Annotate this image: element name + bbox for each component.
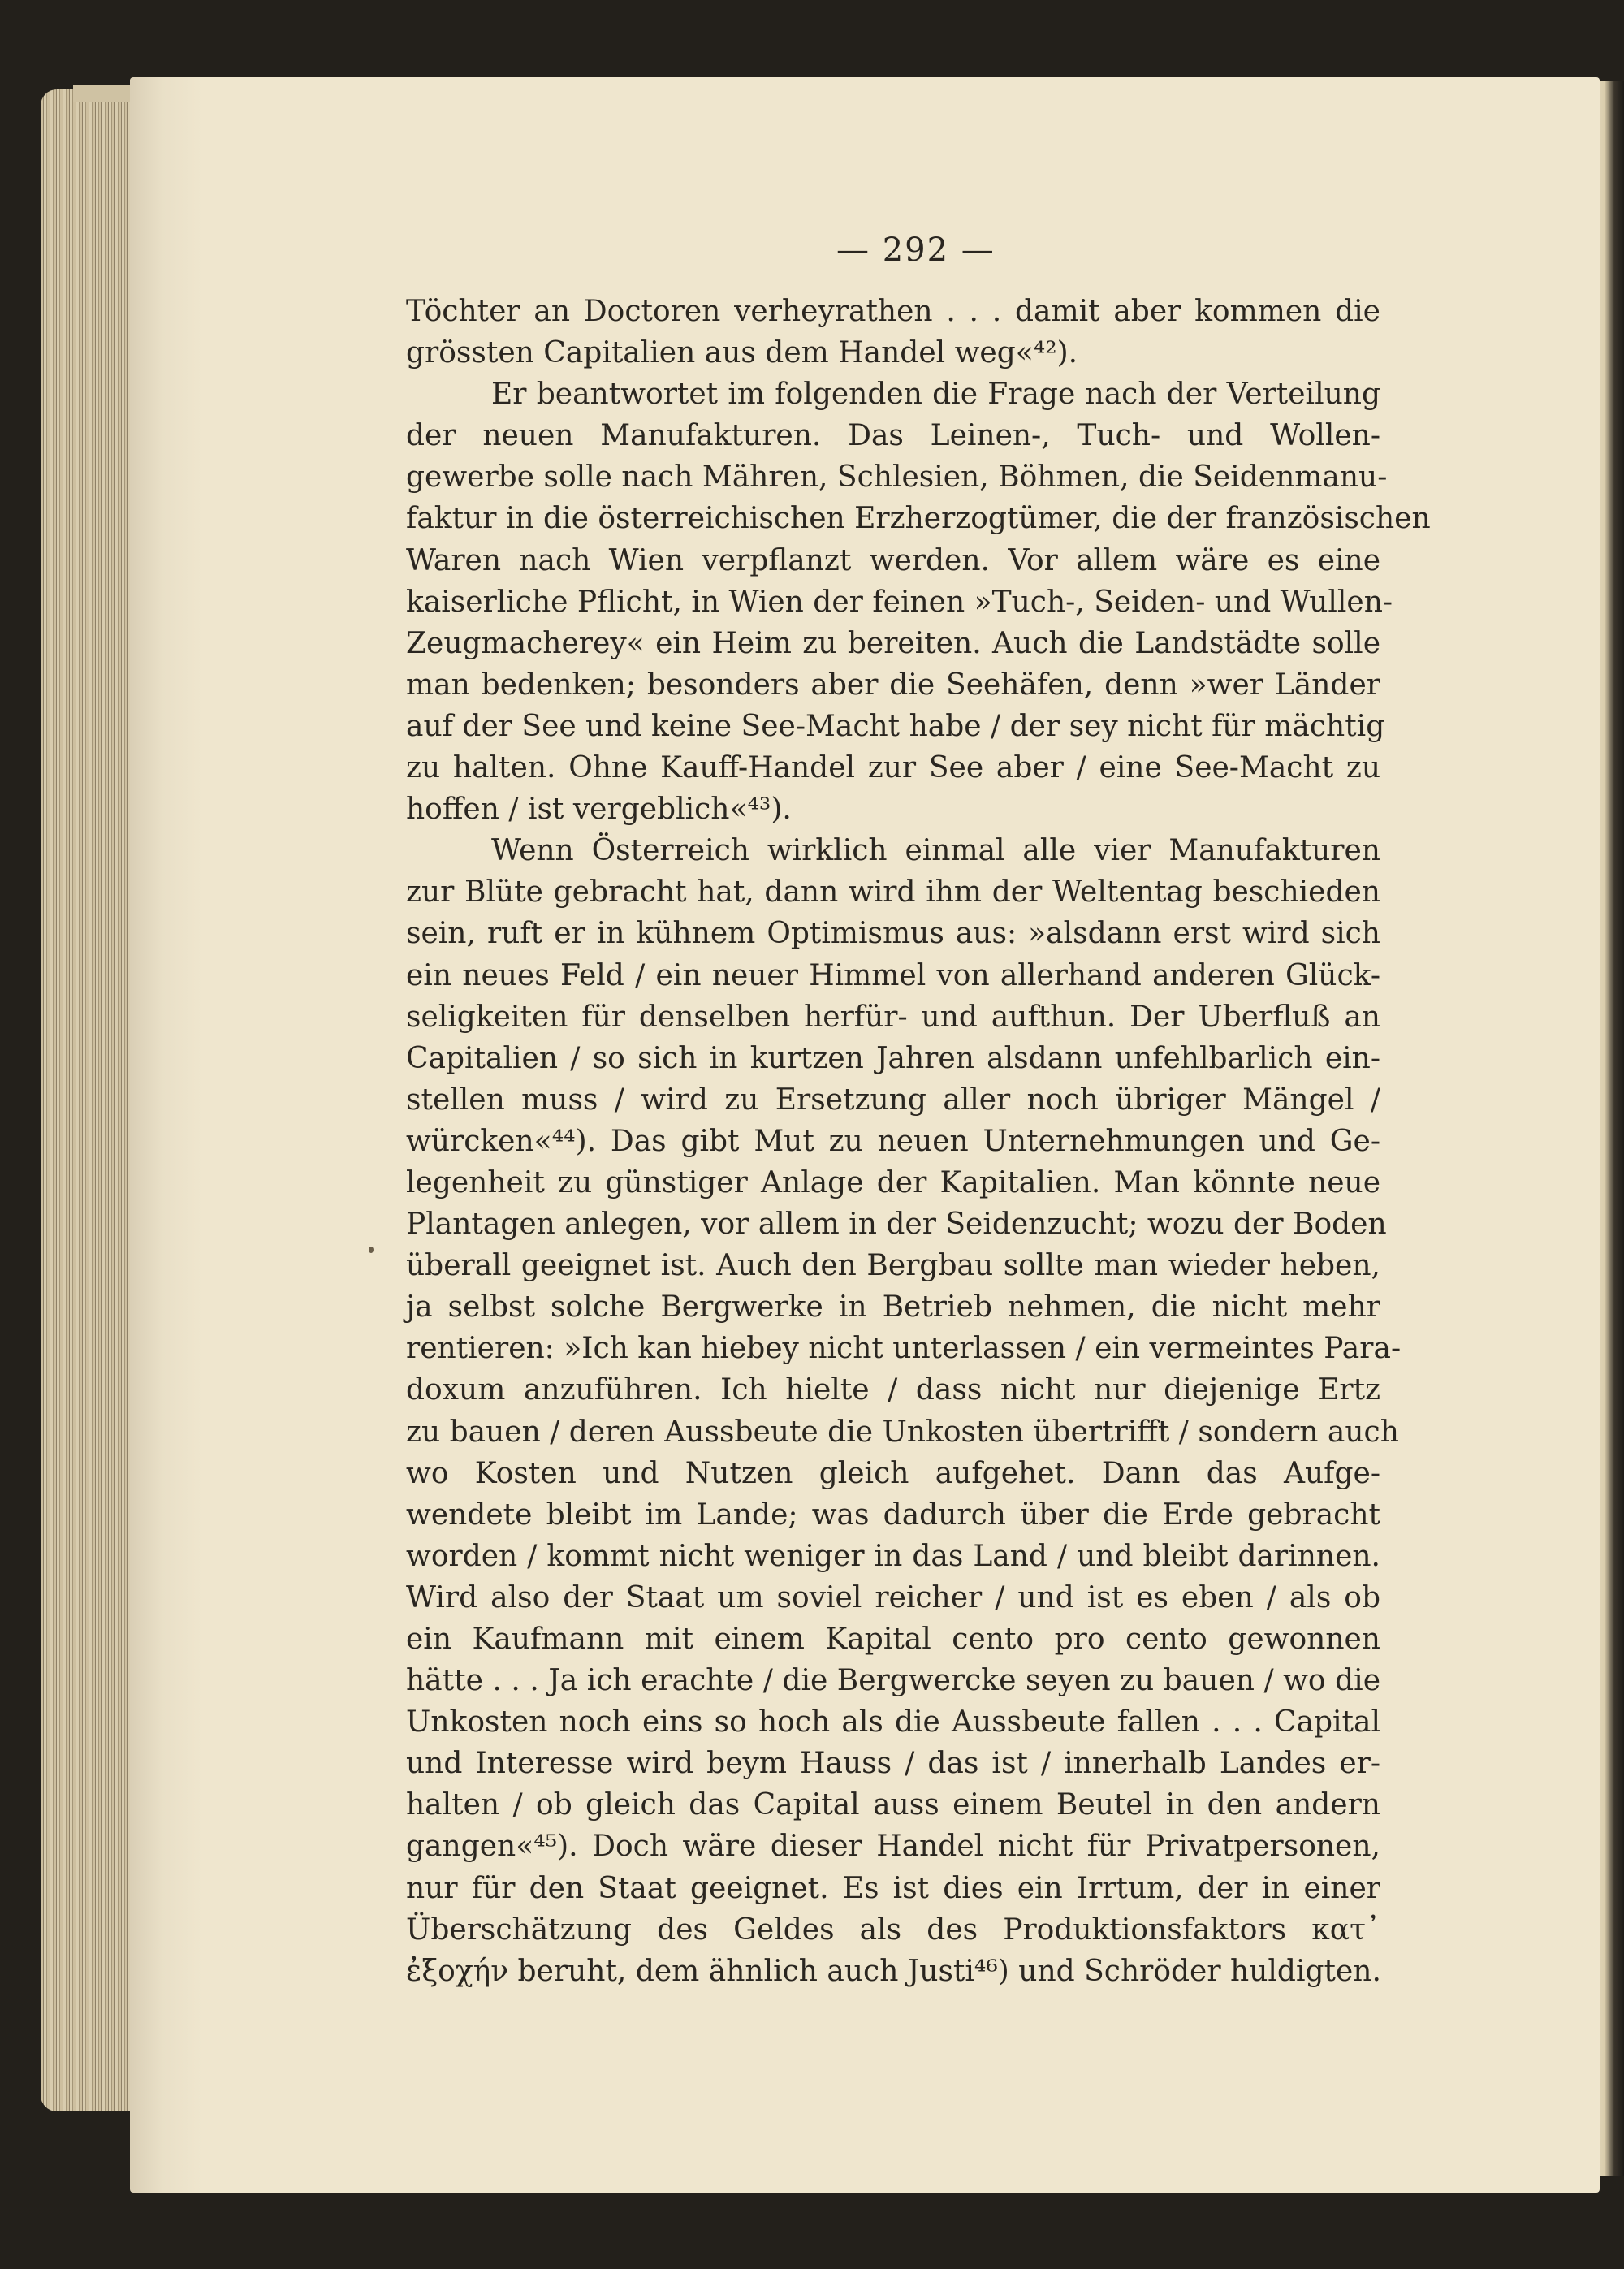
text-line: Überschätzung des Geldes als des Produktionsfaktors κατ᾽ [406, 1912, 1380, 1947]
text-line: nur für den Staat geeignet. Es ist dies ein Irrtum, der in einer [406, 1871, 1380, 1905]
text-line: legenheit zu günstiger Anlage der Kapitalien. Man könnte neue [406, 1165, 1380, 1199]
text-line: doxum anzuführen. Ich hielte / dass nicht nur diejenige Ertz [406, 1373, 1380, 1407]
text-line: seligkeiten für denselben herfür- und aufthun. Der Uberfluß an [406, 1000, 1380, 1034]
text-line: Töchter an Doctoren verheyrathen . . . damit aber kommen die [406, 295, 1380, 328]
text-line: man bedenken; besonders aber die Seehäfen, denn »wer Länder [406, 668, 1380, 702]
text-line: auf der See und keine See-Macht habe / der sey nicht für mächtig [406, 709, 1385, 743]
text-line: wendete bleibt im Lande; was dadurch über die Erde gebracht [406, 1498, 1380, 1532]
text-line: ja selbst solche Bergwerke in Betrieb nehmen, die nicht mehr [406, 1290, 1380, 1325]
text-line: Capitalien / so sich in kurtzen Jahren alsdann unfehlbarlich ein- [406, 1041, 1380, 1075]
text-line: hätte . . . Ja ich erachte / die Bergwercke seyen zu bauen / wo die [406, 1664, 1380, 1698]
text-line: ein neues Feld / ein neuer Himmel von allerhand anderen Glück- [406, 958, 1380, 992]
text-line: Waren nach Wien verpflanzt werden. Vor allem wäre es eine [406, 543, 1380, 577]
text-line: worden / kommt nicht weniger in das Land / und bleibt darinnen. [406, 1539, 1380, 1573]
text-line: Wird also der Staat um soviel reicher / und ist es eben / als ob [406, 1580, 1380, 1614]
text-line: zu halten. Ohne Kauff-Handel zur See aber / eine See-Macht zu [406, 751, 1380, 785]
text-line: Plantagen anlegen, vor allem in der Seidenzucht; wozu der Boden [406, 1208, 1387, 1242]
page-number: — 292 — [836, 231, 996, 269]
text-line: ein Kaufmann mit einem Kapital cento pro cento gewonnen [406, 1623, 1380, 1656]
text-line: wo Kosten und Nutzen gleich aufgehet. Dann das Aufge- [406, 1456, 1380, 1490]
text-line: und Interesse wird beym Hauss / das ist / innerhalb Landes er- [406, 1747, 1380, 1781]
text-line: kaiserliche Pflicht, in Wien der feinen »Tuch-, Seiden- und Wullen- [406, 585, 1393, 619]
body-text [406, 291, 1431, 1992]
text-line: faktur in die österreichischen Erzherzogtümer, die der französischen [406, 502, 1431, 536]
text-line: Unkosten noch eins so hoch als die Aussbeute fallen . . . Capital [406, 1705, 1380, 1740]
text-line: zu bauen / deren Aussbeute die Unkosten übertrifft / sondern auch [406, 1415, 1399, 1449]
text-line: Wenn Österreich wirklich einmal alle vier Manufakturen [491, 834, 1380, 868]
ink-spot [369, 1247, 374, 1253]
text-line: zur Blüte gebracht hat, dann wird ihm der Weltentag beschieden [406, 875, 1380, 910]
text-line: ἐξοχήν beruht, dem ähnlich auch Justi⁴⁶) und Schröder huldigten. [406, 1954, 1381, 1988]
text-line: halten / ob gleich das Capital auss einem Beutel in den andern [406, 1788, 1380, 1822]
text-line: rentieren: »Ich kan hiebey nicht unterlassen / ein vermeintes Para- [406, 1332, 1402, 1366]
text-line: stellen muss / wird zu Ersetzung aller noch übriger Mängel / [406, 1083, 1380, 1117]
text-line: der neuen Manufakturen. Das Leinen-, Tuch- und Wollen- [406, 419, 1380, 453]
text-line: hoffen / ist vergeblich«⁴³). [406, 793, 792, 827]
text-line: überall geeignet ist. Auch den Bergbau sollte man wieder heben, [406, 1249, 1380, 1283]
text-line: sein, ruft er in kühnem Optimismus aus: »alsdann erst wird sich [406, 917, 1380, 951]
text-line: gewerbe solle nach Mähren, Schlesien, Böhmen, die Seidenmanu- [406, 460, 1388, 495]
text-line: grössten Capitalien aus dem Handel weg«⁴²). [406, 336, 1078, 370]
text-line: Er beantwortet im folgenden die Frage nach der Verteilung [491, 378, 1380, 412]
text-line: Zeugmacherey« ein Heim zu bereiten. Auch die Landstädte solle [406, 626, 1380, 660]
text-line: gangen«⁴⁵). Doch wäre dieser Handel nicht für Privatpersonen, [406, 1830, 1380, 1864]
text-line: würcken«⁴⁴). Das gibt Mut zu neuen Unternehmungen und Ge- [406, 1124, 1380, 1158]
